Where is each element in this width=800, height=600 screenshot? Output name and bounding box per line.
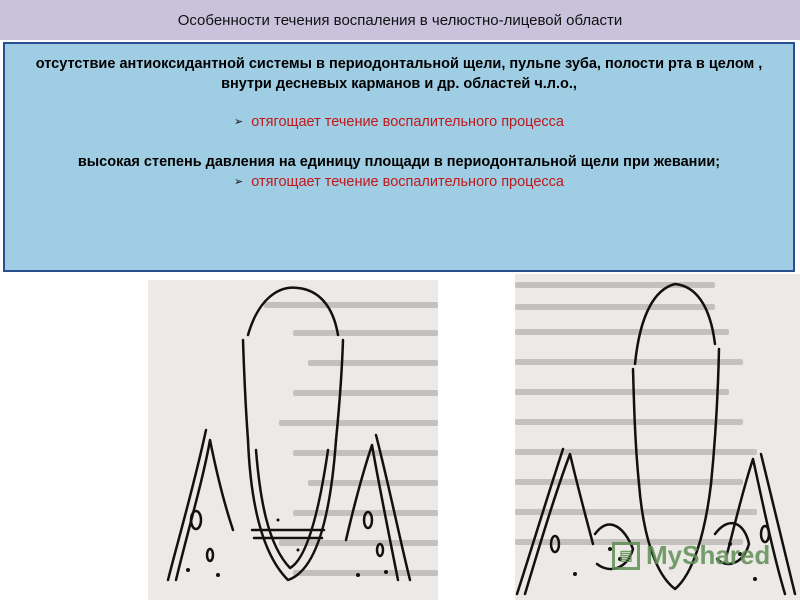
bullet-item-2 [15,172,783,192]
slide-title: Особенности течения воспаления в челюстно-лицевой области [177,11,623,29]
paragraph-pressure: высокая степень давления на единицу площади в периодонтальной щели при жевании; [77,154,721,170]
bullet-item-1 [15,112,783,132]
info-box [3,42,795,272]
paragraph-antioxidant: отсутствие антиоксидантной системы в периодонтальной щели, пульпе зуба, полости рта в целом , внутри десневых карманов и др. областей ч.л.о., [35,56,763,92]
slide-title-bar [0,0,800,40]
bullet-text-2: отягощает течение воспалительного процесса [251,174,564,190]
myshared-logo-icon: ▤ [612,542,640,570]
tooth-illustration-left [148,280,438,600]
watermark-logo [612,540,770,571]
bullet-text-1: отягощает течение воспалительного процесса [251,114,564,130]
tooth-drawing-left [148,280,438,600]
arrow-right-icon: ➢ [234,176,244,188]
watermark-text: MyShared [646,540,771,570]
arrow-right-icon: ➢ [234,116,244,128]
